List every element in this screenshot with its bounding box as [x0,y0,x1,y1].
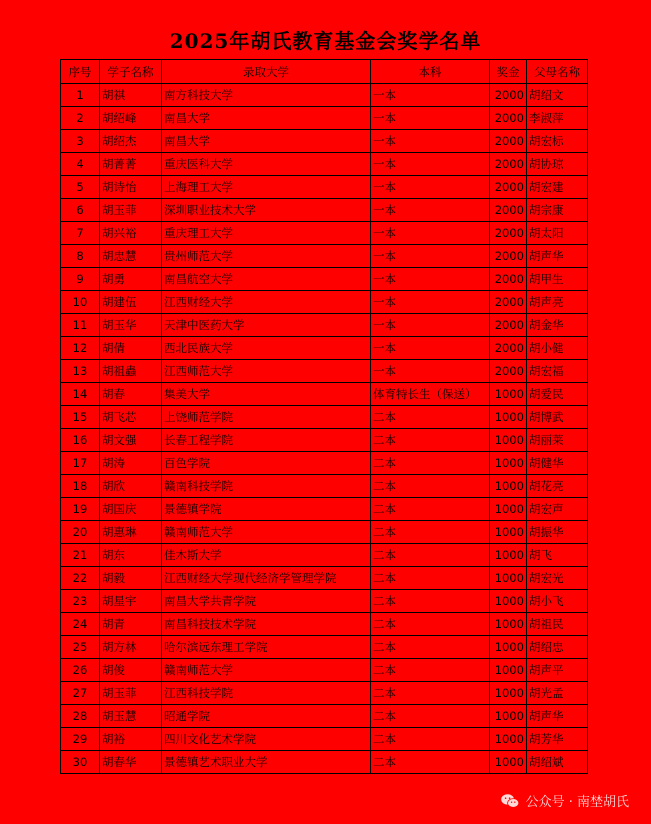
award-amount: 1000 [490,383,527,406]
row-index: 8 [61,245,100,268]
student-name: 胡倩 [100,337,162,360]
admission-tier: 一本 [371,314,490,337]
award-amount: 2000 [490,291,527,314]
student-name: 胡祖蟲 [100,360,162,383]
parent-name: 胡光孟 [527,682,588,705]
admission-tier: 二本 [371,682,490,705]
student-name: 胡玉菲 [100,199,162,222]
row-index: 11 [61,314,100,337]
university-name: 贵州师范大学 [162,245,371,268]
parent-name: 胡绍忠 [527,636,588,659]
row-index: 26 [61,659,100,682]
parent-name: 胡宏声 [527,498,588,521]
header-tier: 本科 [371,60,490,84]
table-row [61,130,588,153]
row-index: 12 [61,337,100,360]
university-name: 长春工程学院 [162,429,371,452]
award-amount: 1000 [490,544,527,567]
table-row [61,222,588,245]
parent-name: 胡绍斌 [527,751,588,774]
row-index: 4 [61,153,100,176]
university-name: 集美大学 [162,383,371,406]
award-amount: 2000 [490,337,527,360]
table-row [61,84,588,107]
student-name: 胡毅 [100,567,162,590]
admission-tier: 一本 [371,84,490,107]
row-index: 25 [61,636,100,659]
student-name: 胡诗怡 [100,176,162,199]
row-index: 21 [61,544,100,567]
parent-name: 胡声平 [527,659,588,682]
table-row [61,199,588,222]
parent-name: 胡宗康 [527,199,588,222]
university-name: 天津中医药大学 [162,314,371,337]
table-row [61,590,588,613]
parent-name: 胡宏建 [527,176,588,199]
admission-tier: 二本 [371,590,490,613]
admission-tier: 二本 [371,613,490,636]
university-name: 西北民族大学 [162,337,371,360]
university-name: 重庆医科大学 [162,153,371,176]
student-name: 胡方林 [100,636,162,659]
row-index: 19 [61,498,100,521]
parent-name: 胡声亮 [527,291,588,314]
university-name: 南昌大学共青学院 [162,590,371,613]
award-amount: 2000 [490,153,527,176]
student-name: 胡欣 [100,475,162,498]
row-index: 22 [61,567,100,590]
award-amount: 1000 [490,682,527,705]
admission-tier: 二本 [371,567,490,590]
student-name: 胡星宇 [100,590,162,613]
parent-name: 胡花亮 [527,475,588,498]
page-title: 2025年胡氏教育基金会奖学名单 [169,29,482,53]
student-name: 胡春华 [100,751,162,774]
table-row [61,360,588,383]
admission-tier: 一本 [371,291,490,314]
student-name: 胡忠慧 [100,245,162,268]
table-row [61,521,588,544]
university-name: 南昌大学 [162,130,371,153]
student-name: 胡祺 [100,84,162,107]
parent-name: 胡金华 [527,314,588,337]
table-row [61,406,588,429]
row-index: 1 [61,84,100,107]
award-amount: 1000 [490,452,527,475]
award-amount: 2000 [490,245,527,268]
table-row [61,682,588,705]
award-amount: 2000 [490,84,527,107]
parent-name: 胡太阳 [527,222,588,245]
table-row [61,107,588,130]
university-name: 南方科技大学 [162,84,371,107]
university-name: 百色学院 [162,452,371,475]
award-amount: 1000 [490,728,527,751]
parent-name: 胡宏标 [527,130,588,153]
parent-name: 胡小飞 [527,590,588,613]
header-award: 奖金 [490,60,527,84]
student-name: 胡国庆 [100,498,162,521]
admission-tier: 二本 [371,705,490,728]
admission-tier: 二本 [371,475,490,498]
table-row [61,176,588,199]
watermark [500,791,629,810]
table-row [61,429,588,452]
row-index: 13 [61,360,100,383]
student-name: 胡春 [100,383,162,406]
table-row [61,291,588,314]
student-name: 胡兴裕 [100,222,162,245]
parent-name: 胡飞 [527,544,588,567]
university-name: 江西财经大学 [162,291,371,314]
header-parent-name: 父母名称 [527,60,588,84]
row-index: 20 [61,521,100,544]
award-amount: 2000 [490,130,527,153]
student-name: 胡俊 [100,659,162,682]
university-name: 南昌科技技术学院 [162,613,371,636]
table-row [61,728,588,751]
university-name: 佳木斯大学 [162,544,371,567]
admission-tier: 一本 [371,176,490,199]
student-name: 胡建伍 [100,291,162,314]
admission-tier: 二本 [371,406,490,429]
admission-tier: 二本 [371,498,490,521]
university-name: 南昌大学 [162,107,371,130]
header-student-name: 学子名称 [100,60,162,84]
parent-name: 胡丽莱 [527,429,588,452]
admission-tier: 一本 [371,130,490,153]
admission-tier: 一本 [371,337,490,360]
university-name: 赣南师范大学 [162,521,371,544]
parent-name: 李淑萍 [527,107,588,130]
award-amount: 2000 [490,314,527,337]
row-index: 3 [61,130,100,153]
table-row [61,153,588,176]
university-name: 深圳职业技术大学 [162,199,371,222]
university-name: 昭通学院 [162,705,371,728]
row-index: 10 [61,291,100,314]
table-row [61,498,588,521]
table-row [61,705,588,728]
admission-tier: 一本 [371,153,490,176]
parent-name: 胡声华 [527,705,588,728]
award-amount: 1000 [490,636,527,659]
university-name: 四川文化艺术学院 [162,728,371,751]
student-name: 胡涛 [100,452,162,475]
table-header-row [61,60,588,84]
award-amount: 1000 [490,613,527,636]
award-amount: 1000 [490,751,527,774]
award-amount: 2000 [490,268,527,291]
parent-name: 胡爱民 [527,383,588,406]
admission-tier: 一本 [371,360,490,383]
student-name: 胡玉菲 [100,682,162,705]
student-name: 胡文强 [100,429,162,452]
student-name: 胡飞芯 [100,406,162,429]
award-amount: 2000 [490,222,527,245]
table-row [61,337,588,360]
student-name: 胡青 [100,613,162,636]
row-index: 16 [61,429,100,452]
row-index: 27 [61,682,100,705]
table-row [61,613,588,636]
parent-name: 胡祖民 [527,613,588,636]
student-name: 胡菁菁 [100,153,162,176]
parent-name: 胡博武 [527,406,588,429]
watermark-text: 公众号 · 南埜胡氏 [525,795,629,810]
university-name: 哈尔滨远东理工学院 [162,636,371,659]
table-row [61,452,588,475]
award-amount: 1000 [490,498,527,521]
award-amount: 1000 [490,521,527,544]
award-amount: 1000 [490,590,527,613]
award-amount: 2000 [490,176,527,199]
admission-tier: 二本 [371,521,490,544]
student-name: 胡玉慧 [100,705,162,728]
row-index: 14 [61,383,100,406]
parent-name: 胡协琼 [527,153,588,176]
table-row [61,314,588,337]
table-row [61,567,588,590]
award-amount: 1000 [490,567,527,590]
student-name: 胡裕 [100,728,162,751]
parent-name: 胡声华 [527,245,588,268]
award-amount: 2000 [490,360,527,383]
parent-name: 胡芳华 [527,728,588,751]
parent-name: 胡健华 [527,452,588,475]
admission-tier: 二本 [371,751,490,774]
row-index: 6 [61,199,100,222]
award-amount: 2000 [490,199,527,222]
parent-name: 胡甲生 [527,268,588,291]
table-row [61,751,588,774]
row-index: 9 [61,268,100,291]
row-index: 18 [61,475,100,498]
row-index: 17 [61,452,100,475]
table-row [61,636,588,659]
table-row [61,475,588,498]
parent-name: 胡绍文 [527,84,588,107]
wechat-icon [500,793,520,809]
award-amount: 2000 [490,107,527,130]
award-amount: 1000 [490,429,527,452]
parent-name: 胡小健 [527,337,588,360]
table-row [61,245,588,268]
university-name: 景德镇艺术职业大学 [162,751,371,774]
row-index: 28 [61,705,100,728]
table-row [61,544,588,567]
university-name: 上饶师范学院 [162,406,371,429]
header-index: 序号 [61,60,100,84]
row-index: 5 [61,176,100,199]
table-row [61,383,588,406]
award-amount: 1000 [490,406,527,429]
admission-tier: 二本 [371,544,490,567]
award-amount: 1000 [490,705,527,728]
student-name: 胡绍杰 [100,130,162,153]
table-row [61,268,588,291]
award-amount: 1000 [490,659,527,682]
student-name: 胡绍峰 [100,107,162,130]
admission-tier: 二本 [371,636,490,659]
admission-tier: 一本 [371,107,490,130]
student-name: 胡玉华 [100,314,162,337]
university-name: 重庆理工大学 [162,222,371,245]
admission-tier: 二本 [371,728,490,751]
award-amount: 1000 [490,475,527,498]
admission-tier: 二本 [371,452,490,475]
university-name: 南昌航空大学 [162,268,371,291]
admission-tier: 二本 [371,429,490,452]
university-name: 江西财经大学现代经济学管理学院 [162,567,371,590]
university-name: 赣南科技学院 [162,475,371,498]
university-name: 江西师范大学 [162,360,371,383]
table-row [61,659,588,682]
university-name: 江西科技学院 [162,682,371,705]
student-name: 胡勇 [100,268,162,291]
admission-tier: 一本 [371,245,490,268]
university-name: 赣南师范大学 [162,659,371,682]
admission-tier: 一本 [371,222,490,245]
row-index: 7 [61,222,100,245]
university-name: 上海理工大学 [162,176,371,199]
row-index: 24 [61,613,100,636]
row-index: 29 [61,728,100,751]
student-name: 胡东 [100,544,162,567]
row-index: 30 [61,751,100,774]
admission-tier: 一本 [371,199,490,222]
row-index: 23 [61,590,100,613]
scholarship-table [60,59,588,774]
student-name: 胡惠琳 [100,521,162,544]
row-index: 2 [61,107,100,130]
row-index: 15 [61,406,100,429]
admission-tier: 一本 [371,268,490,291]
university-name: 景德镇学院 [162,498,371,521]
table-body [61,84,588,774]
admission-tier: 体育特长生（保送） [371,383,490,406]
parent-name: 胡宏光 [527,567,588,590]
admission-tier: 二本 [371,659,490,682]
parent-name: 胡宏福 [527,360,588,383]
header-university: 录取大学 [162,60,371,84]
parent-name: 胡振华 [527,521,588,544]
